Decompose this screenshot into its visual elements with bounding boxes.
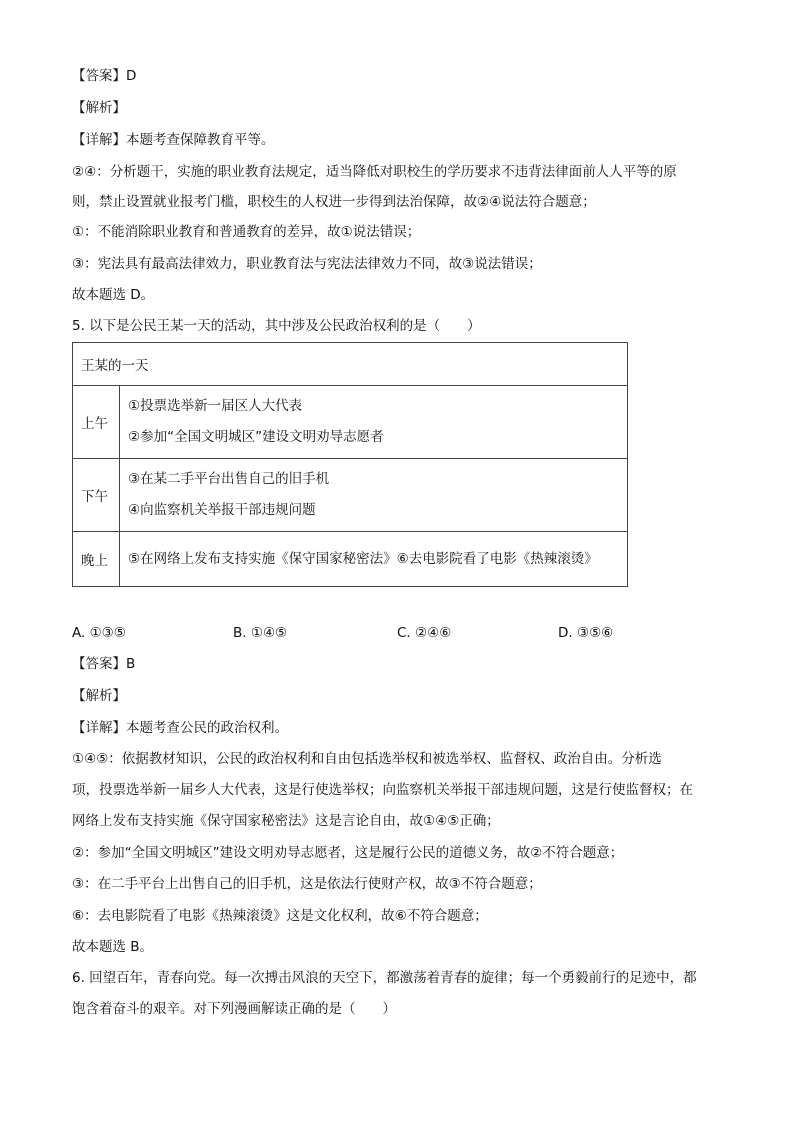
q4-paragraph-3: ③：宪法具有最高法律效力，职业教育法与宪法法律效力不同，故③说法错误； xyxy=(72,256,542,272)
table-row xyxy=(73,343,628,386)
q5-paragraph-1-line-2: 项，投票选举新一届乡人大代表，这是行使选举权；向监察机关举报干部违规问题，这是行使监督权；在 xyxy=(72,782,693,798)
activity-item: ①投票选举新一届区人大代表 xyxy=(128,398,303,414)
row-content-evening xyxy=(120,532,628,587)
table-title: 王某的一天 xyxy=(73,343,628,386)
row-content-afternoon xyxy=(120,459,628,532)
q6-stem-line-1: 6. 回望百年，青春向党。每一次搏击风浪的天空下，都激荡着青春的旋律；每一个勇毅前行的足迹中，都 xyxy=(72,970,697,986)
option-d[interactable]: D. ③⑤⑥ xyxy=(558,625,614,641)
table-row xyxy=(73,386,628,459)
answer-value: B xyxy=(126,656,136,672)
q5-paragraph-1-line-1: ①④⑤：依据教材知识，公民的政治权利和自由包括选举权和被选举权、监督权、政治自由。分析选 xyxy=(72,751,662,767)
answer-value: D xyxy=(126,68,137,84)
q4-conclusion: 故本题选 D。 xyxy=(72,287,155,303)
row-label-morning: 上午 xyxy=(73,386,120,459)
table-row xyxy=(73,459,628,532)
q5-detail: 【详解】本题考查公民的政治权利。 xyxy=(72,720,288,736)
row-label-afternoon: 下午 xyxy=(73,459,120,532)
q5-activity-table xyxy=(72,342,628,587)
q5-stem: 5. 以下是公民王某一天的活动，其中涉及公民政治权利的是（ ） xyxy=(72,318,481,334)
q5-paragraph-3: ③：在二手平台上出售自己的旧手机，这是依法行使财产权，故③不符合题意； xyxy=(72,876,542,892)
activity-item: ③在某二手平台出售自己的旧手机 xyxy=(128,471,330,487)
q4-answer xyxy=(72,66,732,86)
q5-answer xyxy=(72,654,732,674)
q4-paragraph-1-line-2: 则，禁止设置就业报考门槛，职校生的人权进一步得到法治保障，故②④说法符合题意； xyxy=(72,194,596,210)
q5-analysis-heading: 【解析】 xyxy=(72,688,126,704)
q5-paragraph-2: ②：参加“全国文明城区”建设文明劝导志愿者，这是履行公民的道德义务，故②不符合题意； xyxy=(72,845,624,861)
q5-conclusion: 故本题选 B。 xyxy=(72,939,154,955)
answer-tag: 【答案】 xyxy=(72,68,126,84)
activity-item: ④向监察机关举报干部违规问题 xyxy=(128,502,316,518)
activity-item: ⑤在网络上发布支持实施《保守国家秘密法》⑥去电影院看了电影《热辣滚烫》 xyxy=(128,550,598,567)
answer-tag: 【答案】 xyxy=(72,656,126,672)
table-row xyxy=(73,532,628,587)
activity-item: ②参加“全国文明城区”建设文明劝导志愿者 xyxy=(128,429,384,445)
q5-paragraph-1-line-3: 网络上发布支持实施《保守国家秘密法》这是言论自由，故①④⑤正确； xyxy=(72,813,500,829)
q4-paragraph-2: ①：不能消除职业教育和普通教育的差异，故①说法错误； xyxy=(72,224,421,240)
row-content-morning xyxy=(120,386,628,459)
row-label-evening: 晚上 xyxy=(73,532,120,587)
q4-paragraph-1-line-1: ②④：分析题干，实施的职业教育法规定，适当降低对职校生的学历要求不违背法律面前人人平等的原 xyxy=(72,164,677,180)
option-b[interactable]: B. ①④⑤ xyxy=(233,625,288,641)
q6-stem-line-2: 饱含着奋斗的艰辛。对下列漫画解读正确的是（ ） xyxy=(72,1001,396,1017)
option-c[interactable]: C. ②④⑥ xyxy=(397,625,452,641)
q4-analysis-heading: 【解析】 xyxy=(72,100,126,116)
q5-paragraph-4: ⑥：去电影院看了电影《热辣滚烫》这是文化权利，故⑥不符合题意； xyxy=(72,908,488,924)
option-a[interactable]: A. ①③⑤ xyxy=(72,625,126,641)
q5-options xyxy=(72,623,732,643)
q4-detail: 【详解】本题考查保障教育平等。 xyxy=(72,132,275,148)
